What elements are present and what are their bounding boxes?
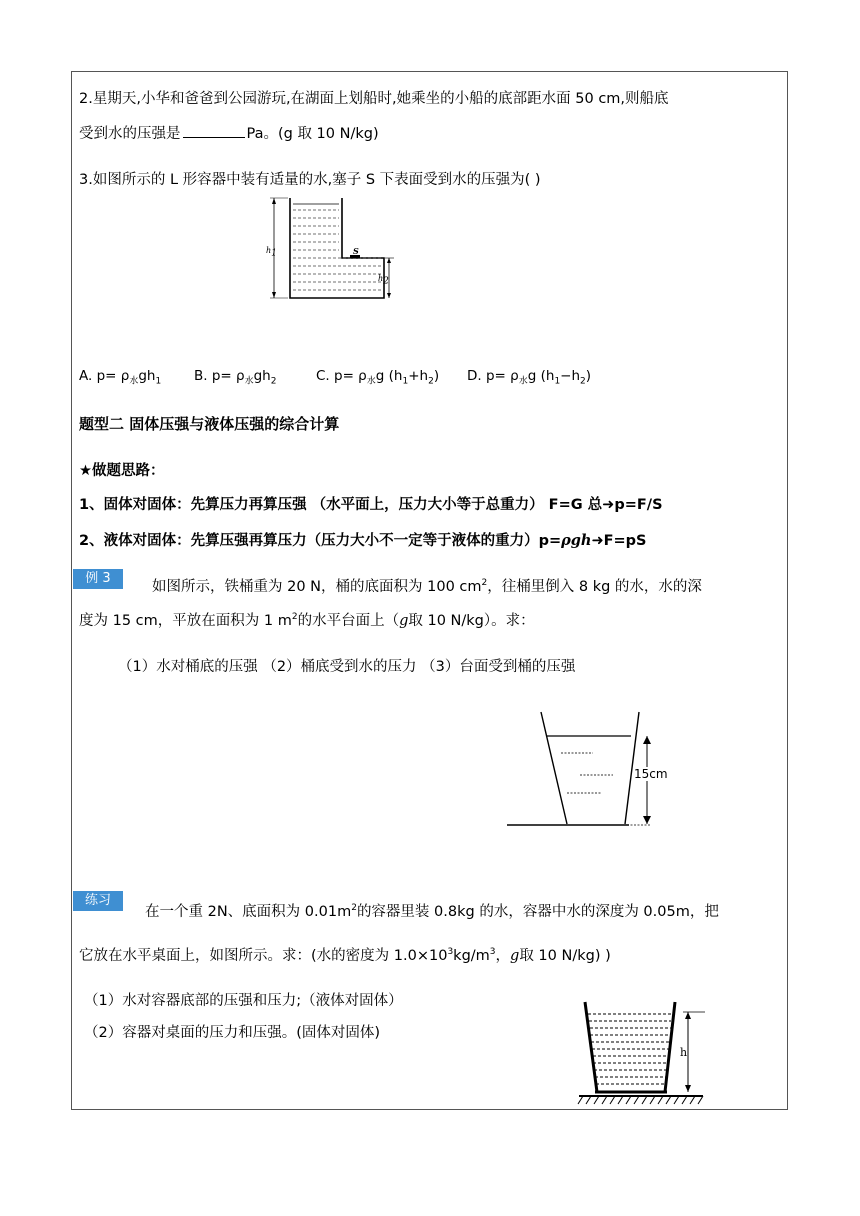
example3-subquestions: （1）水对桶底的压强 （2）桶底受到水的压力 （3）台面受到桶的压强 bbox=[118, 659, 576, 675]
option-d[interactable]: D. $p= \rho_水g$ $(h_1-h_2)$ bbox=[467, 368, 592, 387]
tip-2: 2、液体对固体：先算压强再算压力（压力大小不一定等于液体的重力）p=ρgh➜F=pS bbox=[79, 532, 647, 549]
practice-sub1: （1）水对容器底部的压强和压力;（液体对固体） bbox=[84, 993, 403, 1009]
q2-line2: 受到水的压强是 Pa。(g 取 10 N/kg) bbox=[79, 123, 379, 144]
option-c[interactable]: C. $p= \rho_水g$ $(h_1+h_2)$ bbox=[316, 368, 440, 387]
q3-stem: 3.如图所示的 L 形容器中装有适量的水,塞子 S 下表面受到水的压强为( ) bbox=[79, 172, 541, 188]
label-h1: $h_1$ bbox=[266, 246, 277, 259]
tip-title: ★做题思路： bbox=[79, 463, 165, 479]
q3-options bbox=[79, 366, 592, 392]
example3-line1: 如图所示，铁桶重为 20 N，桶的底面积为 100 $cm^2$，往桶里倒入 8 kg 的水，水的深 bbox=[152, 578, 702, 595]
depth-label: 15cm bbox=[634, 767, 668, 781]
option-a[interactable]: A. $p= \rho_水gh_1$ bbox=[79, 368, 162, 387]
option-b[interactable]: B. $p= \rho_水gh_2$ bbox=[194, 368, 277, 387]
height-label: h bbox=[680, 1046, 688, 1059]
q2-line1: 2.星期天,小华和爸爸到公园游玩,在湖面上划船时,她乘坐的小船的底部距水面 50 cm,则船底 bbox=[79, 91, 669, 107]
example3-line2: 度为 15 cm，平放在面积为 1 $m^2$的水平台面上（g取 10 N/kg）。求： bbox=[79, 612, 535, 629]
tip-1: 1、固体对固体：先算压力再算压强 （水平面上，压力大小等于总重力） F=G 总➜p=F/S bbox=[79, 497, 663, 513]
practice-tag: 练习 bbox=[73, 891, 123, 911]
label-s: S bbox=[353, 246, 359, 256]
practice-line1: 在一个重 2N、底面积为 $0.01m^2$的容器里装 0.8kg 的水，容器中水的深度为 0.05m，把 bbox=[145, 903, 719, 920]
label-h2: $h_2$ bbox=[378, 274, 389, 287]
practice-line2: 它放在水平桌面上，如图所示。求：(水的密度为 $1.0\times 10^3kg/m^3$，g取 10 N/kg) ) bbox=[79, 947, 611, 964]
section-heading: 题型二 固体压强与液体压强的综合计算 bbox=[79, 415, 340, 433]
practice-sub2: （2）容器对桌面的压力和压强。(固体对固体) bbox=[84, 1025, 381, 1041]
example-tag: 例 3 bbox=[73, 569, 123, 589]
answer-blank[interactable] bbox=[183, 123, 245, 138]
